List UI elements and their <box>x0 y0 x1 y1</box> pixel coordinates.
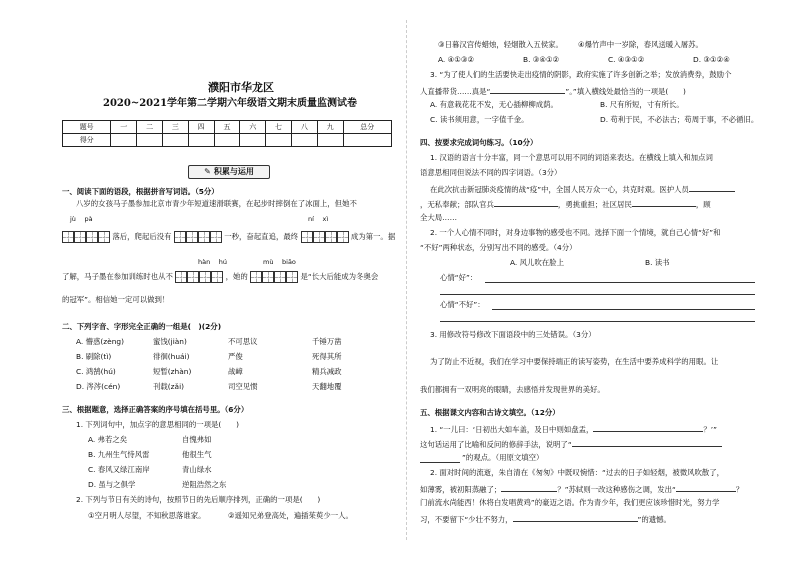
s4-q1d <box>420 198 711 209</box>
option-c[interactable]: C. ④③①② <box>608 55 645 64</box>
q-text: ，勇挑重担；社区居民 <box>557 200 632 209</box>
s3-q1: 1. 下列词句中，加点字的意思相同的一项是( ) <box>76 420 239 429</box>
s4-q1b: 语意思相同但说法不同的四字词语。（3分） <box>420 168 562 177</box>
option-a[interactable]: A. ④①③② <box>438 55 475 64</box>
score-header-cell: 九 <box>317 121 343 134</box>
poem-line: ②遥知兄弟登高处，遍插茱萸少一人。 <box>228 511 353 520</box>
option-text: 刊载(zǎi) <box>153 382 185 391</box>
answer-box[interactable] <box>175 271 187 283</box>
s1-para2 <box>62 231 395 243</box>
s3-q2-line <box>438 40 703 49</box>
s1-para3 <box>62 271 378 283</box>
answer-line[interactable] <box>513 513 638 522</box>
option-d[interactable]: D. ③①②④ <box>693 55 730 64</box>
option-b[interactable]: B. ③④①② <box>523 55 560 64</box>
s2-opt-b[interactable] <box>76 352 342 361</box>
s3-q3-opt-row2 <box>430 115 758 124</box>
answer-box[interactable] <box>210 231 222 243</box>
answer-box[interactable] <box>274 271 286 283</box>
option-text: D. 涔涔(cén) <box>76 382 121 391</box>
score-header-cell: 二 <box>137 121 163 134</box>
answer-box[interactable] <box>313 231 325 243</box>
option-text: 他很生气 <box>182 450 212 459</box>
option-text: 精兵减政 <box>312 367 342 376</box>
q-text: ，无私奉献；部队官兵 <box>420 200 494 209</box>
s3-q1-opt-c[interactable] <box>88 465 212 474</box>
s3-q1-opt-a[interactable] <box>88 435 212 444</box>
answer-box[interactable] <box>187 271 199 283</box>
pinyin: ní xì <box>308 215 329 223</box>
option-text: 严俊 <box>228 352 243 361</box>
poem-line: ①空月明人尽望，不知秋思落谁家。 <box>88 511 206 520</box>
option-text: 司空见惯 <box>228 382 258 391</box>
s4-title: 四、按要求完成词句练习。（10分） <box>420 138 538 147</box>
s2-title: 二、下列字音、字形完全正确的一组是( )(2分) <box>62 322 222 331</box>
score-cell[interactable] <box>214 134 240 147</box>
mood-good-label: 心情“好”： <box>440 273 478 282</box>
option-text: 青山绿水 <box>182 465 212 474</box>
answer-line[interactable] <box>501 483 557 492</box>
section-banner <box>188 165 270 179</box>
s4-q3-para2: 我们都拥有一双明亮的眼睛，去感悟并发现世界的美好。 <box>420 385 605 394</box>
pinyin: jù pà <box>70 215 93 223</box>
s1-text: 是“长大后能成为冬奥会 <box>300 272 379 281</box>
s1-text: 了解，马子墨在参加训练时也从不 <box>62 272 173 281</box>
option-text: D. 虽与之俱学 <box>88 480 136 489</box>
q-text: ？”苏轼则一改这种感伤之调，发出“ <box>557 485 676 494</box>
option-c[interactable]: C. 读书须用意，一字值千金。 <box>430 115 529 124</box>
answer-box[interactable] <box>250 271 262 283</box>
s3-q3: 3. “为了使人们的生活要快走出疫情的阴影，政府实施了许多创新之举；发放消费券，鼓励个 <box>430 70 732 79</box>
q-text: ”的遗憾。 <box>637 515 671 524</box>
score-cell[interactable] <box>343 134 391 147</box>
option-text: 不可思议 <box>228 337 258 346</box>
s5-q2f <box>420 513 671 524</box>
option-text: 死得其所 <box>312 352 342 361</box>
answer-line[interactable] <box>632 198 696 207</box>
mood-bad-line1[interactable] <box>492 309 755 310</box>
answer-line[interactable] <box>689 183 735 192</box>
s2-opt-c[interactable] <box>76 367 342 376</box>
right-column <box>420 0 760 562</box>
option-text: A. 懵惑(zèng) <box>76 337 124 346</box>
s5-q1-line2[interactable] <box>420 462 460 463</box>
s4-q1a: 1. 汉语的语言十分丰富，同一个意思可以用不同的词语来表达。在横线上填入和加点词 <box>430 153 713 162</box>
mood-good-line2[interactable] <box>440 294 755 295</box>
s1-text: 一秒，奋起直追，最终 <box>224 232 299 241</box>
option-text: B. 刷除(tì) <box>76 352 112 361</box>
score-header-cell: 四 <box>188 121 214 134</box>
s3-q3-opt-row1 <box>430 100 684 109</box>
option-text: 短暂(zhàn) <box>153 367 192 376</box>
answer-box[interactable] <box>186 231 198 243</box>
score-header-cell: 总分 <box>343 121 391 134</box>
s4-q1c <box>430 183 735 194</box>
option-text: 战嶂 <box>228 367 243 376</box>
poem-line: ④爆竹声中一岁除，春风送暖入屠苏。 <box>578 40 703 49</box>
mood-bad-label: 心情“不好”： <box>440 300 485 309</box>
answer-line[interactable] <box>572 438 722 447</box>
score-cell[interactable] <box>137 134 163 147</box>
s3-q3-cont <box>420 85 686 96</box>
option-text: B. 九州生气恃风雷 <box>88 450 150 459</box>
option-b[interactable]: B. 尺有所短，寸有所长。 <box>600 100 684 109</box>
score-cell[interactable] <box>291 134 317 147</box>
option-a[interactable]: A. 有意栽花花不发，无心插柳柳成荫。 <box>430 100 558 109</box>
s1-text: 落后，爬起后没有 <box>112 232 172 241</box>
s3-title: 三、根据题意，选择正确答案的序号填在括号里。（6分） <box>62 405 249 414</box>
option-text: 逆阻浩然之东 <box>182 480 227 489</box>
score-table <box>62 120 392 147</box>
answer-line[interactable] <box>490 85 565 94</box>
pinyin: hàn hú <box>198 258 228 266</box>
exam-title: 2020~2021学年第二学期六年级语文期末质量监测试卷 <box>103 98 358 109</box>
score-header-cell: 八 <box>291 121 317 134</box>
q-text: 如薄雾，被初阳蒸融了； <box>420 485 502 494</box>
left-column <box>58 0 396 562</box>
s3-q1-opt-b[interactable] <box>88 450 212 459</box>
score-cell[interactable] <box>240 134 266 147</box>
s4-q2-opt-b[interactable]: B. 读书 <box>645 258 670 267</box>
answer-box[interactable] <box>337 231 349 243</box>
s1-text: 成为第一。据 <box>350 232 396 241</box>
score-cell[interactable] <box>188 134 214 147</box>
s1-text: ，她的 <box>225 272 248 281</box>
section-banner-label: 积累与运用 <box>213 167 254 176</box>
s5-q2a: 2. 面对时间的流逝，朱自清在《匆匆》中既叹惋惜：“过去的日子如轻烟，被微风吹散了， <box>430 468 725 477</box>
option-d[interactable]: D. 苟利于民，不必法古；苟周于事，不必循旧。 <box>600 115 759 124</box>
s4-q2b: “不好”两种状态，分别写出不同的感受。（4分） <box>420 243 577 252</box>
s5-q2b <box>420 483 743 494</box>
answer-line[interactable] <box>593 423 703 432</box>
page-divider <box>406 20 407 540</box>
poem-line: ③日暮汉宫传蜡烛，轻烟散入五侯家。 <box>438 40 563 49</box>
answer-line[interactable] <box>494 198 558 207</box>
mood-bad-line2[interactable] <box>440 321 755 322</box>
score-header-cell: 七 <box>266 121 292 134</box>
score-header-cell: 一 <box>111 121 137 134</box>
s3-q2: 2. 下列与节日有关的诗句，按照节日的先后顺序排列，正确的一项是( ) <box>76 495 321 504</box>
s1-para1: 八岁的女孩马子墨参加北京市青少年短道速滑联赛，在起步时摔倒在了冰面上，但她不 <box>76 199 357 208</box>
option-text: 蜜饯(jiàn) <box>153 337 187 346</box>
answer-box[interactable] <box>174 231 186 243</box>
score-header-cell: 六 <box>240 121 266 134</box>
s5-q1a <box>430 423 717 434</box>
score-cell[interactable] <box>162 134 188 147</box>
answer-box[interactable] <box>286 271 298 283</box>
pinyin: mù biāo <box>263 258 296 266</box>
s3-q2-options <box>438 55 730 64</box>
q-text: ？’” <box>703 425 717 434</box>
score-cell[interactable] <box>317 134 343 147</box>
answer-box[interactable] <box>74 231 86 243</box>
s3-q2-line <box>88 511 353 520</box>
answer-box[interactable] <box>98 231 110 243</box>
option-text: A. 弗若之矣 <box>88 435 128 444</box>
q-text: 1. “一儿曰：‘日初出大如车盖，及日中则如盘盂， <box>430 425 594 434</box>
answer-box[interactable] <box>62 231 74 243</box>
s5-title: 五、根据课文内容和古诗文填空。（12分） <box>420 408 560 417</box>
score-header-cell: 五 <box>214 121 240 134</box>
q-text: ？ <box>735 485 744 494</box>
s4-q2a: 2. 一个人心情不同时，对身边事物的感受也不同。选择下面一个情境，就自己心情“好”和 <box>430 228 721 237</box>
answer-box[interactable] <box>211 271 223 283</box>
s1-title: 一、阅读下面的语段，根据拼音写词语。（5分） <box>62 187 219 196</box>
answer-line[interactable] <box>676 483 736 492</box>
s1-para4: 的冠军”。相信她一定可以做到！ <box>62 295 170 304</box>
answer-box[interactable] <box>199 271 211 283</box>
s4-q1g: 全大局…… <box>420 213 457 222</box>
score-header-cell: 题号 <box>63 121 111 134</box>
s4-q3-para1: 为了防止不近视，我们在学习中要保持端正的读写姿势，在生活中要养成科学的用眼。让 <box>430 357 719 366</box>
option-text: 千锤万凿 <box>312 337 342 346</box>
option-text: 天翻地覆 <box>312 382 342 391</box>
s5-q1c <box>420 438 722 449</box>
q-text: 习，不要留下“少壮不努力， <box>420 515 513 524</box>
score-label-cell: 得分 <box>63 134 111 147</box>
s2-opt-d[interactable] <box>76 382 342 391</box>
s2-opt-a[interactable] <box>76 337 342 346</box>
s4-q2-opt-a[interactable]: A. 风儿吹在脸上 <box>510 258 564 267</box>
q-text: 人直播带货……真是“ <box>420 87 491 96</box>
q-text: 在此次抗击新冠肺炎疫情的战“疫”中，全国人民万众一心，共克时艰。医护人员 <box>430 185 689 194</box>
region-title: 濮阳市华龙区 <box>208 81 274 94</box>
option-text: C. 春风又绿江南岸 <box>88 465 150 474</box>
q-text: 这句话运用了比喻和反问的修辞手法，说明了“ <box>420 440 572 449</box>
answer-box[interactable] <box>325 231 337 243</box>
q-text: ，顾 <box>695 200 711 209</box>
mood-good-line1[interactable] <box>485 282 755 283</box>
score-header-cell: 三 <box>162 121 188 134</box>
option-text: 徘徊(huái) <box>153 352 190 361</box>
pencil-icon: ✎ <box>204 167 211 176</box>
q-text: ”。”填入横线处最恰当的一项是( ) <box>565 87 686 96</box>
answer-box[interactable] <box>198 231 210 243</box>
score-cell[interactable] <box>266 134 292 147</box>
s5-q1d: ”的观点。（用原文填空） <box>462 453 544 462</box>
option-text: C. 鸿鹄(hú) <box>76 367 116 376</box>
s5-q2e: 门前流水尚能西！休将白发唱黄鸡”的豪迈之语。作为青少年，我们更应该珍惜时光，努力学 <box>420 498 720 507</box>
s3-q1-opt-d[interactable] <box>88 480 226 489</box>
score-cell[interactable] <box>111 134 137 147</box>
s4-q3: 3. 用修改符号修改下面语段中的三处错误。（3分） <box>430 330 596 339</box>
answer-box[interactable] <box>86 231 98 243</box>
answer-box[interactable] <box>262 271 274 283</box>
answer-box[interactable] <box>301 231 313 243</box>
option-text: 自愧弗如 <box>182 435 212 444</box>
